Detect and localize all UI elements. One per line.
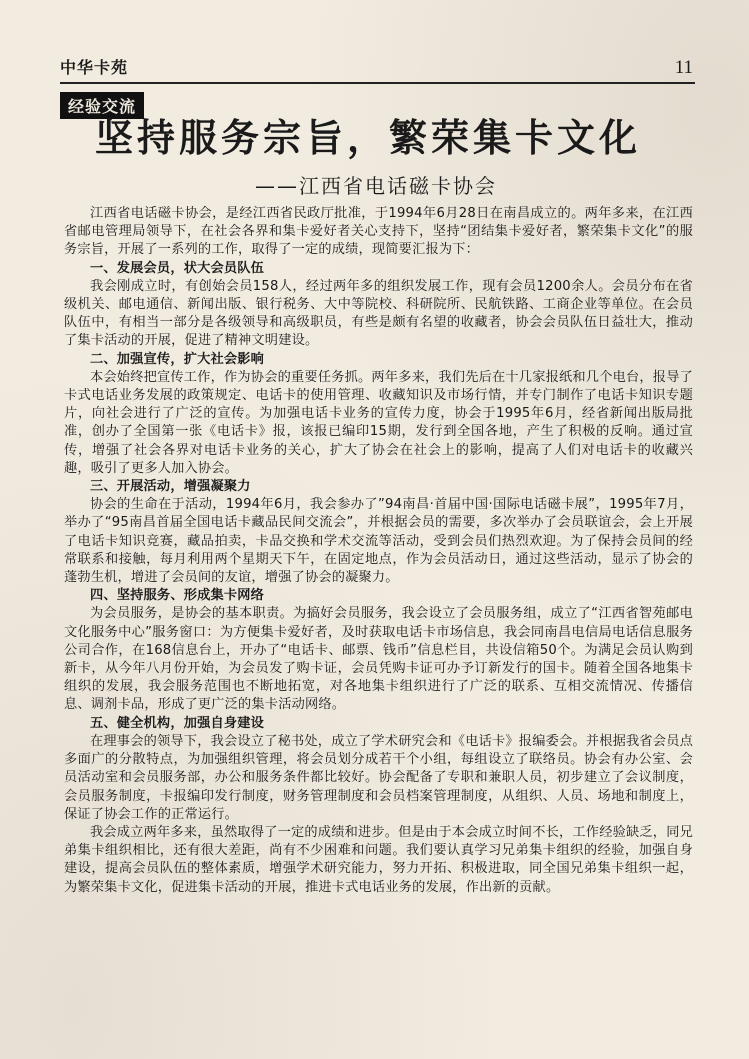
section-heading: 四、坚持服务、形成集卡网络 — [90, 588, 265, 604]
section-heading: 一、发展会员，状大会员队伍 — [90, 260, 265, 276]
body-paragraph: 我会成立两年多来，虽然取得了一定的成绩和进步。但是由于本会成立时间不长，工作经验缺乏，同兄弟集卡组织相比，还有很大差距，尚有不少困难和问题。我们要认真学习兄弟集卡组织的经验，加强自身建设，提高会员队伍的整体素质，增强学术研究能力，努力开拓、积极进取，同全国兄弟集卡组织一起，为繁荣集卡文化，促进集卡活动的开展，推进卡式电话业务的发展，作出新的贡献。 — [64, 824, 693, 895]
section-heading: 二、加强宣传，扩大社会影响 — [90, 351, 265, 367]
body-paragraph: 在理事会的领导下，我会设立了秘书处，成立了学术研究会和《电话卡》报编委会。并根据我省会员点多面广的分散特点，为加强组织管理，将会员划分成若干个小组，每组设立了联络员。协会有办公室、会员活动室和会员服务部，办公和服务条件都比较好。协会配备了专职和兼职人员，初步建立了会议制度，会员服务制度，卡报编印发行制度，财务管理制度和会员档案管理制度，从组织、人员、场地和制度上，保证了协会工作的正常运行。 — [64, 733, 693, 822]
body-paragraph: 我会刚成立时，有创始会员158人，经过两年多的组织发展工作，现有会员1200余人。会员分布在省级机关、邮电通信、新闻出版、银行税务、大中等院校、科研院所、民航铁路、工商企业等单位。在会员队伍中，有相当一部分是各级领导和高级职员，有些是颇有名望的收藏者，协会会员队伍日益壮大，推动了集卡活动的开展，促进了精神文明建设。 — [64, 278, 693, 349]
article-body — [64, 205, 693, 897]
magazine-title: 中华卡苑 — [60, 58, 129, 77]
body-paragraph: 江西省电话磁卡协会，是经江西省民政厅批准，于1994年6月28日在南昌成立的。两年多来，在江西省邮电管理局领导下，在社会各界和集卡爱好者关心支持下，坚持“团结集卡爱好者，繁荣集卡文化”的服务宗旨，开展了一系列的工作，取得了一定的成绩，现简要汇报为下： — [64, 206, 693, 258]
article-title: 坚持服务宗旨，繁荣集卡文化 — [94, 115, 641, 160]
section-heading: 五、健全机构，加强自身建设 — [90, 715, 265, 731]
body-paragraph: 本会始终把宣传工作，作为协会的重要任务抓。两年多来，我们先后在十几家报纸和几个电台，报导了卡式电话业务发展的政策规定、电话卡的使用管理、收藏知识及市场行情，并专门制作了电话卡知识专题片，向社会进行了广泛的宣传。为加强电话卡业务的宣传力度，协会于1995年6月，经省新闻出版局批准，创办了全国第一张《电话卡》报，该报已编印15期，发行到全国各地，产生了积极的反响。通过宣传，增强了社会各界对电话卡业务的关心，扩大了协会在社会上的影响，提高了人们对电话卡的收藏兴趣，吸引了更多人加入协会。 — [64, 369, 693, 476]
running-header — [60, 56, 695, 84]
page-number: 11 — [674, 57, 693, 78]
article-byline: ——江西省电话磁卡协会 — [255, 174, 497, 198]
section-heading: 三、开展活动，增强凝聚力 — [90, 479, 251, 495]
body-paragraph: 协会的生命在于活动，1994年6月，我会参办了”94南昌·首届中国·国际电话磁卡展”，1995年7月，举办了“95南昌首届全国电话卡藏品民间交流会”，并根据会员的需要，多次举办了会员联谊会，会上开展了电话卡知识竞赛，藏品拍卖，卡品交换和学术交流等活动，受到会员们热烈欢迎。为了保持会员间的经常联系和接触，每月利用两个星期天下午，在固定地点，作为会员活动日，通过这些活动，显示了协会的蓬勃生机，增进了会员间的友谊，增强了协会的凝聚力。 — [64, 497, 693, 586]
column-tag: 经验交流 — [60, 92, 144, 119]
body-paragraph: 为会员服务，是协会的基本职责。为搞好会员服务，我会设立了会员服务组，成立了“江西省智苑邮电文化服务中心”服务窗口：为方便集卡爱好者，及时获取电话卡市场信息，我会同南昌电信局电话信息服务公司合作，在168信息台上，开办了“电话卡、邮票、钱币”信息栏目，共设信箱50个。为满足会员认购到新卡，从今年八月份开始，为会员发了购卡证，会员凭购卡证可办予订新发行的国卡。随着全国各地集卡组织的发展，我会服务范围也不断地拓宽，对各地集卡组织进行了广泛的联系、互相交流情况、传播信息、调剂卡品，形成了更广泛的集卡活动网络。 — [64, 606, 693, 713]
